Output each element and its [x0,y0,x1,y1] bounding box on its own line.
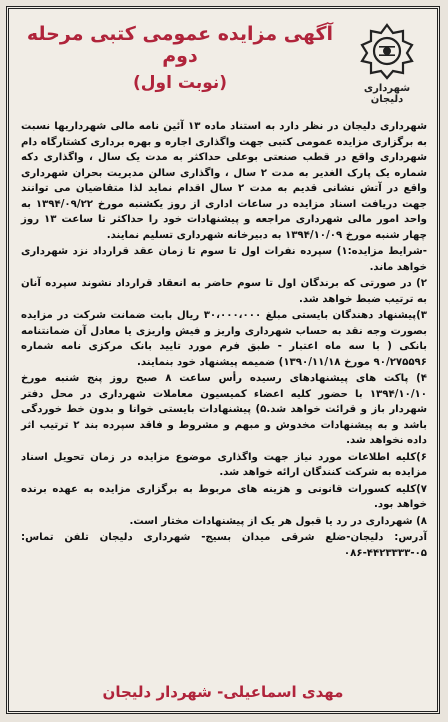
notice-body [21,119,427,562]
signature: مهدی اسماعیلی- شهردار دلیجان [102,683,344,701]
auction-notice [6,6,440,714]
condition-item-3: ۳)پیشنهاد دهندگان بایستی مبلغ ۳۰،۰۰۰،۰۰۰ ریال بابت ضمانت شرکت در مزایده بصورت وجه نقد به حساب شهرداری واریز و فیش واریزی یا معادل آن ضمانتنامه بانکی ( با سه ماه اعتبار - طبق فرم مورد تایید بانک مرکزی نامه شماره ۹۰/۲۷۵۵۹۶ مورخ ۱۳۹۰/۱۱/۱۸) ضمیمه پیشنهاد خود بنمایند. [21,310,427,368]
logo [347,21,427,105]
condition-item-1: -شرایط مزایده:۱) سپرده نفرات اول تا سوم تا زمان عقد قرارداد نزد شهرداری خواهد ماند. [21,246,428,273]
condition-item-2: ۲) در صورتی که برندگان اول تا سوم حاضر به انعقاد قرارداد نشوند سپرده آنان به ترتیب ضبط خواهد شد. [21,278,427,305]
condition-item-8: ۸) شهرداری در رد یا قبول هر یک از پیشنهادات مختار است. [129,515,427,527]
intro-paragraph: شهرداری دلیجان در نظر دارد به استناد ماده ۱۳ آئین نامه مالی شهرداریها نسبت به برگزاری مزایده عمومی کتبی جهت واگذاری اجاره و بهره برداری کشتارگاه دام شهرداری واقع در قطب صنعتی بوعلی حداکثر به مدت یک سال ، واگذاری دکه شماره یک پارک الغدیر به مدت ۲ سال ، واگذاری سالن مدیریت بحران شهرداری واقع در آتش نشانی قدیم به مدت ۲ سال اقدام نماید لذا متقاضیان می توانند جهت دریافت اسناد مزایده در ساعات اداری از روز یکشنبه مورخ ۱۳۹۴/۰۹/۲۲ به واحد امور مالی شهرداری مراجعه و پیشنهادات خود را حداکثر تا ساعت ۱۳ روز چهار شنبه مورخ ۱۳۹۴/۱۰/۰۹ به دبیرخانه شهرداری تسلیم نمایند. [21,121,428,241]
condition-item-7: ۷)کلیه کسورات قانونی و هزینه های مربوط به برگزاری مزایده به عهده برنده خواهد بود. [21,483,427,510]
condition-item-6: ۶)کلیه اطلاعات مورد نیاز جهت واگذاری موضوع مزایده در زمان تحویل اسناد مزایده به شرکت کنندگان ارائه خواهد شد. [21,451,427,478]
logo-caption: شهرداری دلیجان [363,83,411,105]
notice-header [23,19,337,93]
municipality-seal-icon [357,21,417,81]
notice-subtitle: (نوبت اول) [132,73,228,93]
condition-item-4: ۴) پاکت های پیشنهادهای رسیده رأس ساعت ۸ صبح روز پنج شنبه مورخ ۱۳۹۴/۱۰/۱۰ با حضور کلیه اعضاء کمیسیون معاملات شهرداری در محل دفتر شهردار باز و قرائت خواهد شد.۵) پیشنهادات بایستی خوانا و بدون خط خوردگی باشد و به پیشنهادات مخدوش و مبهم و مشروط و فاقد سپرده بند ۲ ترتیب اثر داده نخواهد شد. [21,373,427,446]
notice-title: آگهی مزایده عمومی کتبی مرحله دوم [26,23,334,67]
contact-address: آدرس: دلیجان-ضلع شرقی میدان بسیج- شهرداری دلیجان تلفن تماس: ۰۵-۴۴۲۳۳۳۳-۰۸۶ [21,532,427,559]
